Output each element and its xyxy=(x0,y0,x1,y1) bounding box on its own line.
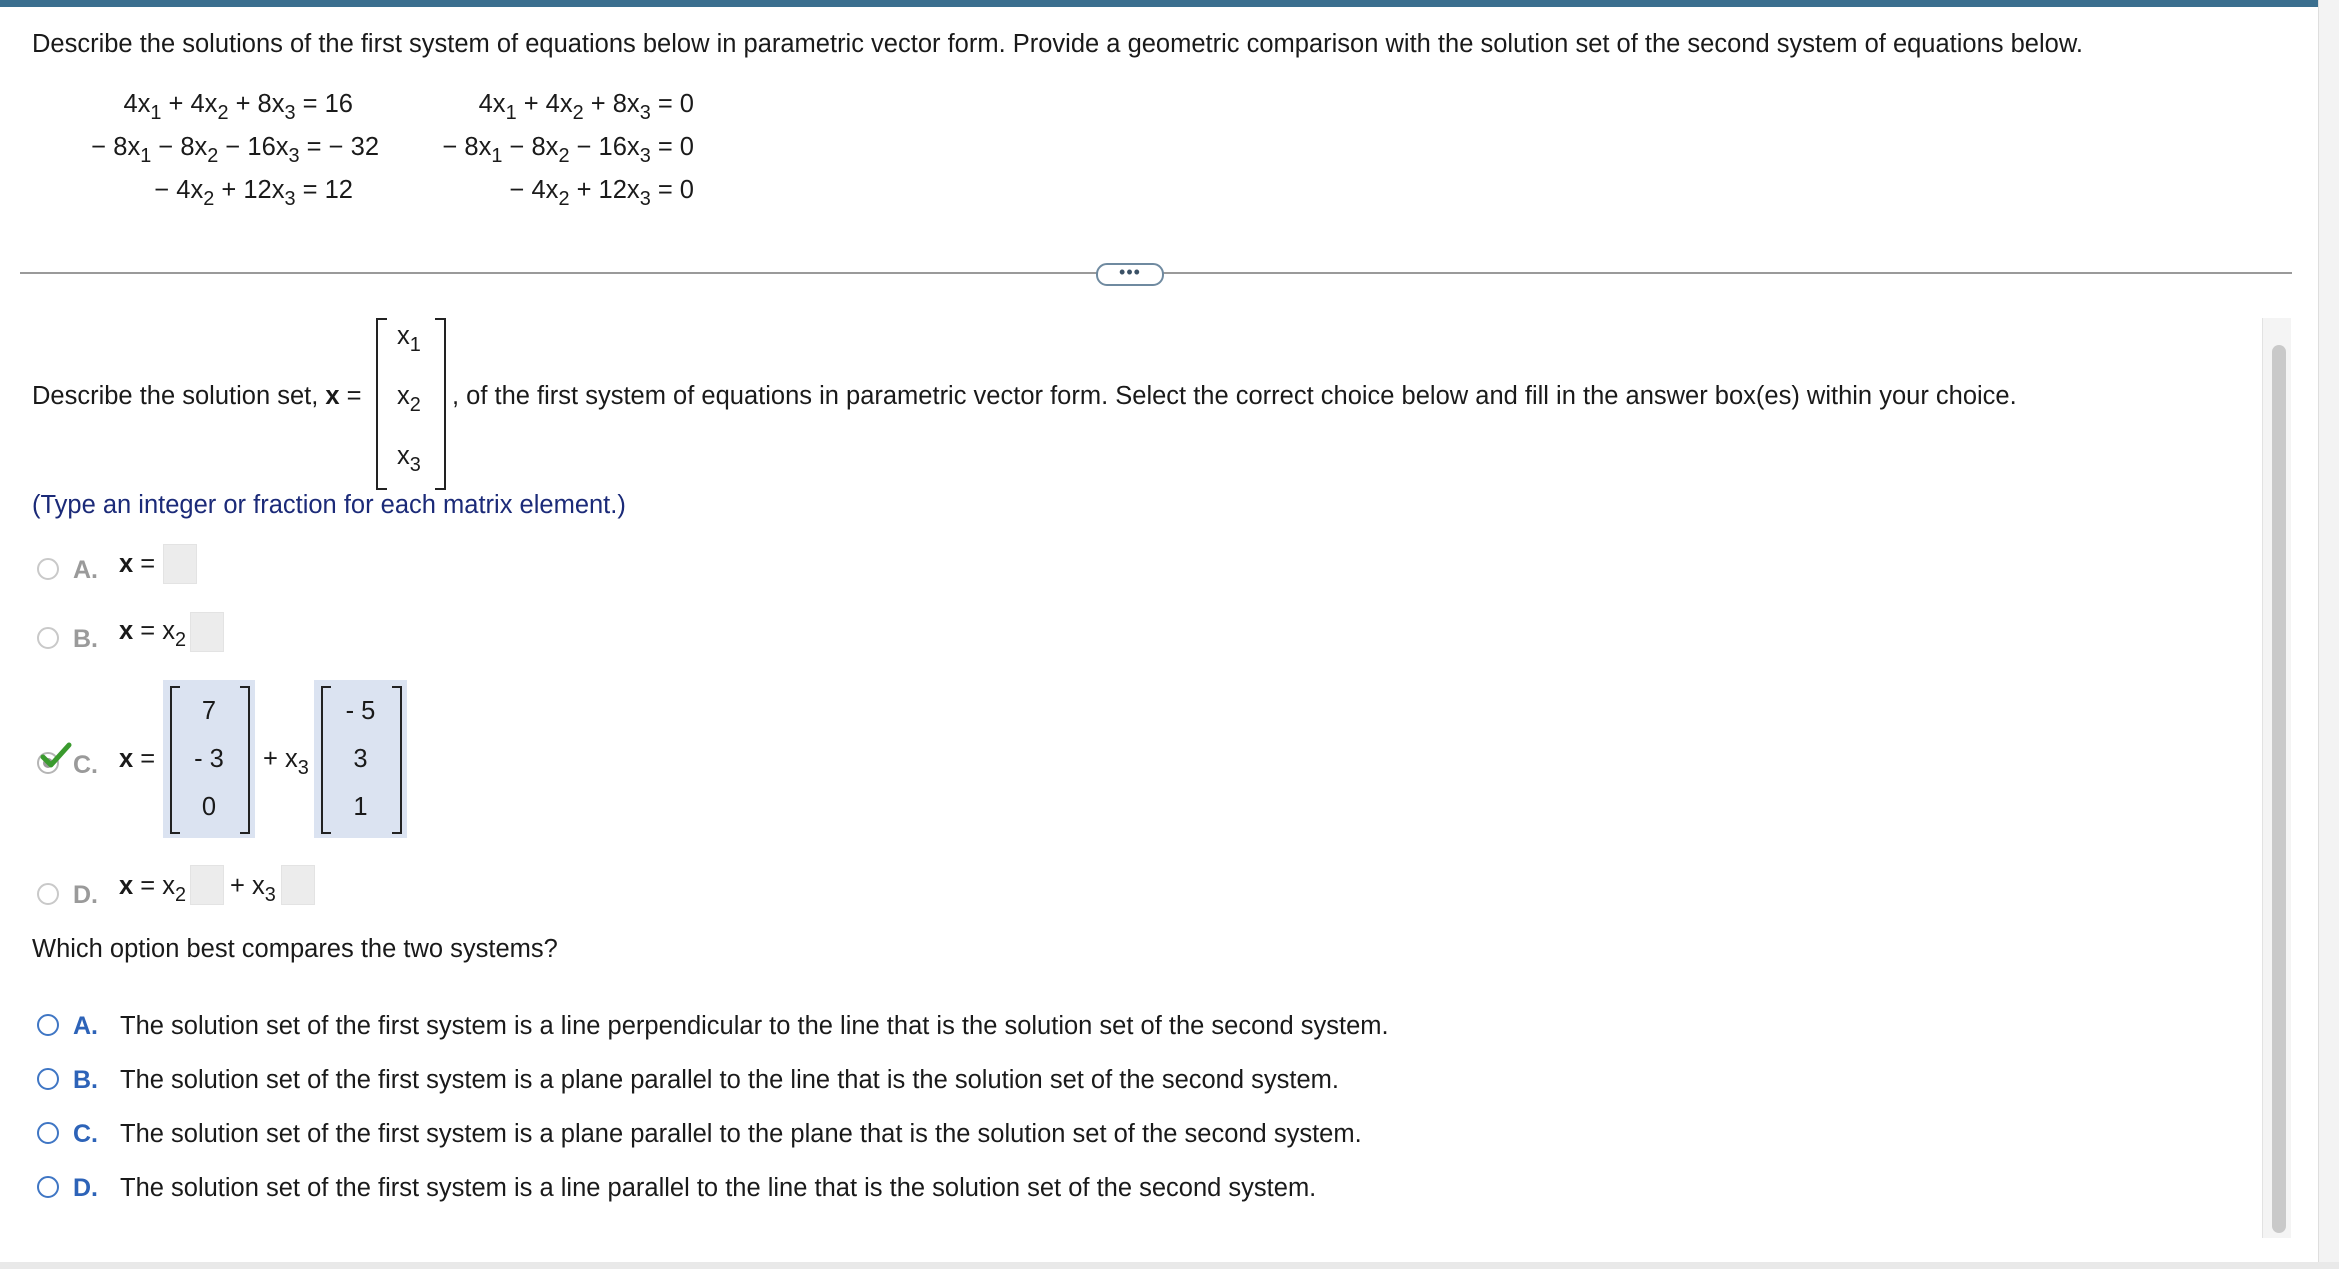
vector-entry-x1: $x_1$ xyxy=(397,322,421,356)
vector1-entry-3: 0 xyxy=(201,793,217,821)
part2-choice-d-text[interactable]: The solution set of the first system is a line parallel to the line that is the solution set of the second system. xyxy=(120,1174,1317,1202)
choice-d-answer-box-1[interactable] xyxy=(190,865,224,905)
part1-hint: (Type an integer or fraction for each matrix element.) xyxy=(32,491,626,519)
choice-d-expression: $x = x_2$ xyxy=(119,872,187,906)
prompt-before-text: Describe the solution set, xyxy=(32,382,326,410)
system2-eq3: − $4x_2 + 12x_3 = 0$ xyxy=(509,176,694,210)
choice-d-letter: D. xyxy=(73,881,98,909)
part2-choice-d-radio[interactable] xyxy=(37,1176,59,1198)
part2-choice-b-letter: B. xyxy=(73,1066,98,1094)
system1-eq2: − $8x_1 - 8x_2 - 16x_3$ = − 32 xyxy=(91,133,379,167)
system1-eq1: $4x_1 + 4x_2 + 8x_3 = 16$ xyxy=(123,90,353,124)
system2-eq1: $4x_1 + 4x_2 + 8x_3 = 0$ xyxy=(478,90,694,124)
vector2-entry-1: - 5 xyxy=(345,697,376,725)
part2-choice-b-text[interactable]: The solution set of the first system is a plane parallel to the line that is the solution set of the second system. xyxy=(120,1066,1339,1094)
choice-a-answer-box[interactable] xyxy=(163,544,197,584)
part2-choice-a-radio[interactable] xyxy=(37,1014,59,1036)
vector2-entry-2: 3 xyxy=(353,745,368,773)
choice-b-letter: B. xyxy=(73,625,98,653)
part2-choice-d-letter: D. xyxy=(73,1174,98,1202)
part1-prompt xyxy=(32,382,362,411)
system2-eq2: − $8x_1 - 8x_2 - 16x_3 = 0$ xyxy=(442,133,694,167)
vector-right-bracket xyxy=(435,318,446,490)
part2-prompt: Which option best compares the two systems? xyxy=(32,935,558,963)
part2-choice-c-letter: C. xyxy=(73,1120,98,1148)
choice-c-lhs: x = xyxy=(119,745,156,773)
bottom-edge xyxy=(0,1262,2339,1269)
choice-b-expression: $x = x_2$ xyxy=(119,617,187,651)
part2-choice-c-text[interactable]: The solution set of the first system is a plane parallel to the plane that is the solution set of the second system. xyxy=(120,1120,1362,1148)
top-accent-bar xyxy=(0,0,2339,7)
choice-d-plus-x3: + $x_3$ xyxy=(230,872,276,906)
system1-eq3: − $4x_2 + 12x_3 = 12$ xyxy=(154,176,353,210)
equals-sign: = xyxy=(339,382,362,410)
choice-d-answer-box-2[interactable] xyxy=(281,865,315,905)
vector2-right-bracket xyxy=(392,686,402,834)
part2-choice-a-text[interactable]: The solution set of the first system is a line perpendicular to the line that is the solution set of the second system. xyxy=(120,1012,1389,1040)
window-scrollbar[interactable] xyxy=(2318,0,2339,1269)
vector1-entry-1: 7 xyxy=(201,697,217,725)
part2-choice-c-radio[interactable] xyxy=(37,1122,59,1144)
choice-a-letter: A. xyxy=(73,556,98,584)
part1-prompt-after: , of the first system of equations in parametric vector form. Select the correct choice below and fill in the answer box(es) within your choice. xyxy=(452,382,2017,410)
correct-check-icon xyxy=(40,742,72,770)
choice-a-expression: x = xyxy=(119,550,156,578)
vector2-entry-3: 1 xyxy=(353,793,368,821)
choice-a-radio[interactable] xyxy=(37,558,59,580)
choice-b-answer-box[interactable] xyxy=(190,612,224,652)
vector-entry-x2: $x_2$ xyxy=(397,382,421,416)
x-bold-symbol: x xyxy=(325,382,340,410)
vector1-entry-2: - 3 xyxy=(194,745,224,773)
choice-b-radio[interactable] xyxy=(37,627,59,649)
choice-c-plus-x3: + $x_3$ xyxy=(263,745,309,779)
choice-c-letter: C. xyxy=(73,751,98,779)
part2-choice-a-letter: A. xyxy=(73,1012,98,1040)
vector-left-bracket xyxy=(376,318,387,490)
part2-choice-b-radio[interactable] xyxy=(37,1068,59,1090)
vector-entry-x3: $x_3$ xyxy=(397,442,421,476)
vector1-right-bracket xyxy=(240,686,250,834)
question-text: Describe the solutions of the first system of equations below in parametric vector form. Provide a geometric comparison with the solution set of the second system of equations below. xyxy=(32,30,2083,58)
scrollbar-thumb[interactable] xyxy=(2272,345,2286,1233)
more-button[interactable]: ••• xyxy=(1096,263,1164,286)
choice-d-radio[interactable] xyxy=(37,883,59,905)
